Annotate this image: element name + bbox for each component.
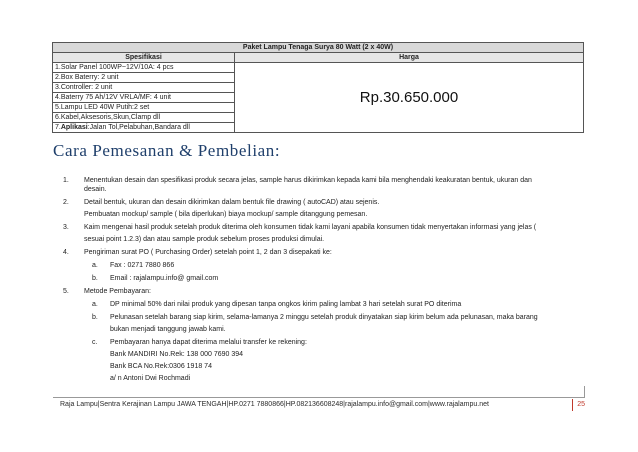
spec-item: 6.Kabel,Aksesoris,Skun,Clamp dll [53, 113, 235, 123]
step-text: Detail bentuk, ukuran dan desain dikirimkan dalam bentuk file drawing ( autoCAD) atau sejenis. [84, 199, 380, 206]
sub-text: Pelunasan setelah barang siap kirim, selama-lamanya 2 minggu setelah produk dinyatakan siap kirim belum ada pelunasan, maka barang [110, 314, 538, 321]
step-number: 2. [63, 199, 69, 206]
step-number: 3. [63, 224, 69, 231]
spec-item: 5.Lampu LED 40W Putih:2 set [53, 103, 235, 113]
step-4a [84, 261, 593, 270]
step-number: 5. [63, 288, 69, 295]
step-text: Pengiriman surat PO ( Purchasing Order) setelah point 1, 2 dan 3 disepakati ke: [84, 249, 332, 256]
page-footer [53, 397, 585, 408]
step-text: Menentukan desain dan spesifikasi produk secara jelas, sample harus dikirimkan kepada kami bila menghendaki keakuratan bentuk, ukuran dan [84, 177, 532, 184]
spec-app-label: Aplikasi [60, 124, 88, 131]
account-holder: a/ n Antoni Dwi Rochmadi [110, 375, 191, 382]
price-header: Harga [235, 53, 584, 63]
footer-contact: Raja Lampu|Sentra Kerajinan Lampu JAWA TENGAH|HP.0271 7880866|HP.082136608248|rajalampu.info@gmail.com|www.rajalampu.net [60, 401, 489, 408]
spec-header: Spesifikasi [53, 53, 235, 63]
sub-text: Pembayaran hanya dapat diterima melalui transfer ke rekening: [110, 339, 307, 346]
step-5c [84, 338, 593, 383]
step-1 [53, 176, 593, 194]
page-number: 25 [572, 399, 585, 411]
section-title: Cara Pemesanan & Pembelian: [53, 141, 281, 160]
table-title: Paket Lampu Tenaga Surya 80 Watt (2 x 40W) [53, 43, 584, 53]
spec-app-rest: :Jalan Tol,Pelabuhan,Bandara dll [87, 124, 190, 131]
step-number: 4. [63, 249, 69, 256]
bank-bca: Bank BCA No.Rek:0306 1918 74 [110, 363, 212, 370]
package-table [52, 42, 584, 133]
sub-text: Email : rajalampu.info@ gmail.com [110, 275, 219, 282]
step-5a [84, 300, 593, 309]
sub-text: DP minimal 50% dari nilai produk yang dipesan tanpa ongkos kirim paling lambat 3 hari setelah surat PO diterima [110, 301, 462, 308]
step-5 [53, 287, 593, 296]
step-2 [53, 198, 593, 219]
sub-number: b. [92, 314, 98, 321]
step-4b [84, 274, 593, 283]
sub-number: a. [92, 301, 98, 308]
spec-item: 2.Box Baterry: 2 unit [53, 73, 235, 83]
step-text-cont: desain. [84, 186, 107, 193]
spec-app-prefix: 7. [55, 124, 61, 131]
step-3 [53, 223, 593, 244]
spec-item: 3.Controller: 2 unit [53, 83, 235, 93]
step-text-cont: Pembuatan mockup/ sample ( bila diperlukan) biaya mockup/ sample ditanggung pemesan. [84, 211, 368, 218]
bank-mandiri: Bank MANDIRI No.Rek: 138 000 7690 394 [110, 351, 244, 358]
sub-text-cont: bukan menjadi tanggung jawab kami. [110, 326, 226, 333]
step-text-cont: sesuai point 1.2.3) dan atau sample produk sebelum proses produksi dimulai. [84, 236, 325, 243]
sub-number: b. [92, 275, 98, 282]
step-text: Kaim mengenai hasil produk setelah produk diterima oleh konsumen tidak kami layani apabila konsumen tidak menyertakan informasi yang jelas ( [84, 224, 537, 231]
step-number: 1. [63, 177, 69, 184]
order-steps [53, 176, 593, 387]
step-text: Metode Pembayaran: [84, 288, 151, 295]
spec-item: 4.Baterry 75 Ah/12V VRLA/MF: 4 unit [53, 93, 235, 103]
sub-number: c. [92, 339, 98, 346]
spec-item: 1.Solar Panel 100WP~12V/10A: 4 pcs [53, 63, 235, 73]
sub-text: Fax : 0271 7880 866 [110, 262, 175, 269]
spec-item-application [53, 123, 235, 133]
step-4 [53, 248, 593, 257]
step-5b [84, 313, 593, 334]
sub-number: a. [92, 262, 98, 269]
price-value: Rp.30.650.000 [235, 63, 584, 133]
